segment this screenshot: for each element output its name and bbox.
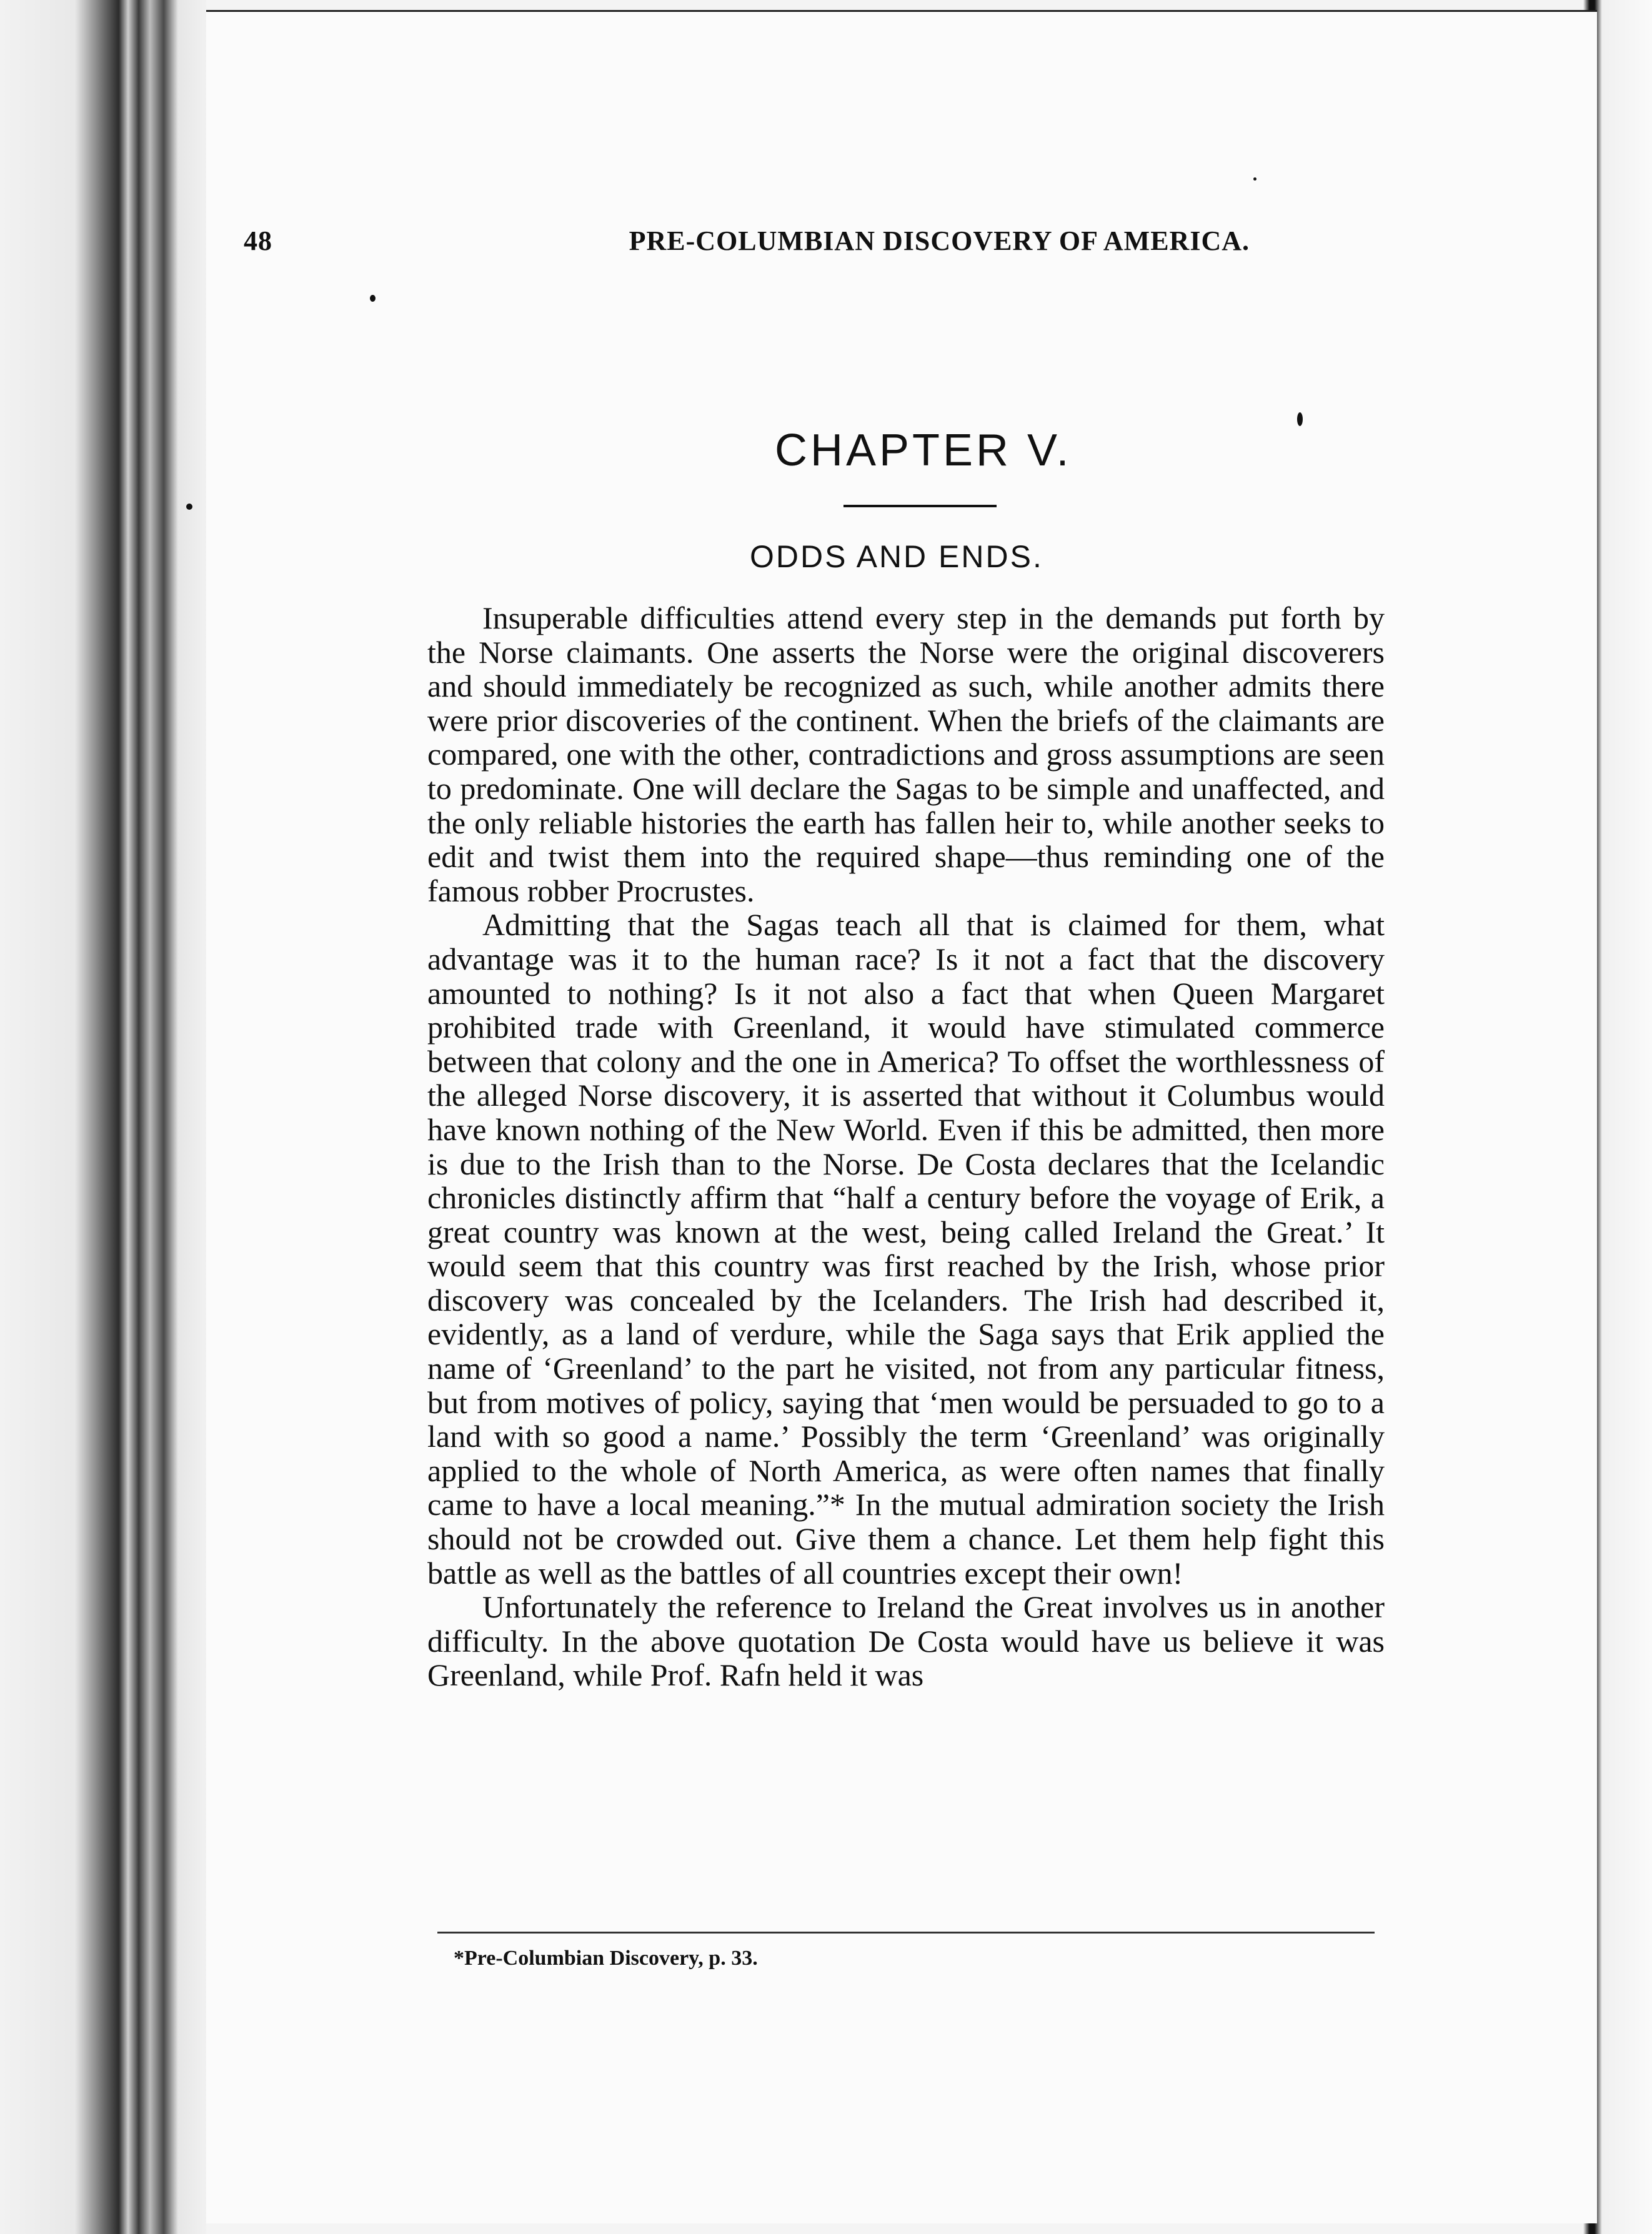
paragraph-3: Unfortunately the reference to Ireland the Great involves us in another difficulty. In the above quotation De Costa would have us believe it was Greenland, while Prof. Rafn held it was <box>427 1589 1385 1693</box>
running-title: PRE-COLUMBIAN DISCOVERY OF AMERICA. <box>629 226 1250 256</box>
chapter-divider <box>843 505 997 507</box>
ink-speck <box>370 295 376 302</box>
paragraph-1: Insuperable difficulties attend every step in the demands put forth by the Norse claimants. One asserts the Norse were the original discoverers and should immediately be recognized as such, while another admits there were prior discoveries of the continent. When the briefs of the claimants are compared, one with the other, contradictions and gross assumptions are seen to predominate. One will declare the Sagas to be simple and unaffected, and the only reliable histories the earth has fallen heir to, while another seeks to edit and twist them into the required shape—thus reminding one of the famous robber Procrustes. <box>427 600 1385 908</box>
paragraph-2: Admitting that the Sagas teach all that is claimed for them, what advantage was it to the human race? Is it not a fact that the discovery amounted to nothing? Is it not also a fact that when Queen Margaret prohibited trade with Greenland, it would have stimulated commerce between that colony and the one in America? To offset the worthlessness of the alleged Norse discovery, it is asserted that without it Columbus would have known nothing of the New World. Even if this be admitted, then more is due to the Irish than to the Norse. De Costa declares that the Icelandic chronicles distinctly affirm that “half a century before the voyage of Erik, a great country was known at the west, being called Ireland the Great.’ It would seem that this country was first reached by the Irish, whose prior discovery was concealed by the Icelanders. The Irish had described it, evidently, as a land of verdure, while the Saga says that Erik applied the name of ‘Greenland’ to the part he visited, not from any particular fitness, but from motives of policy, saying that ‘men would be persuaded to go to a land with so good a name.’ Possibly the term ‘Greenland’ was originally applied to the whole of North America, as were often names that finally came to have a local meaning.”* In the mutual admiration society the Irish should not be crowded out. Give them a chance. Let them help fight this battle as well as the battles of all countries except their own! <box>427 907 1385 1591</box>
running-head <box>244 225 1268 257</box>
chapter-heading: CHAPTER V. <box>775 425 1072 475</box>
footnote: *Pre-Columbian Discovery, p. 33. <box>454 1947 758 1970</box>
ink-speck <box>1297 412 1303 426</box>
book-binding-left <box>0 0 206 2234</box>
page-number: 48 <box>244 226 272 256</box>
chapter-title: ODDS AND ENDS. <box>750 539 1043 574</box>
ink-speck <box>186 504 192 510</box>
ink-speck <box>1253 177 1256 181</box>
footnote-divider <box>437 1932 1375 1934</box>
body-text <box>427 601 1385 1692</box>
